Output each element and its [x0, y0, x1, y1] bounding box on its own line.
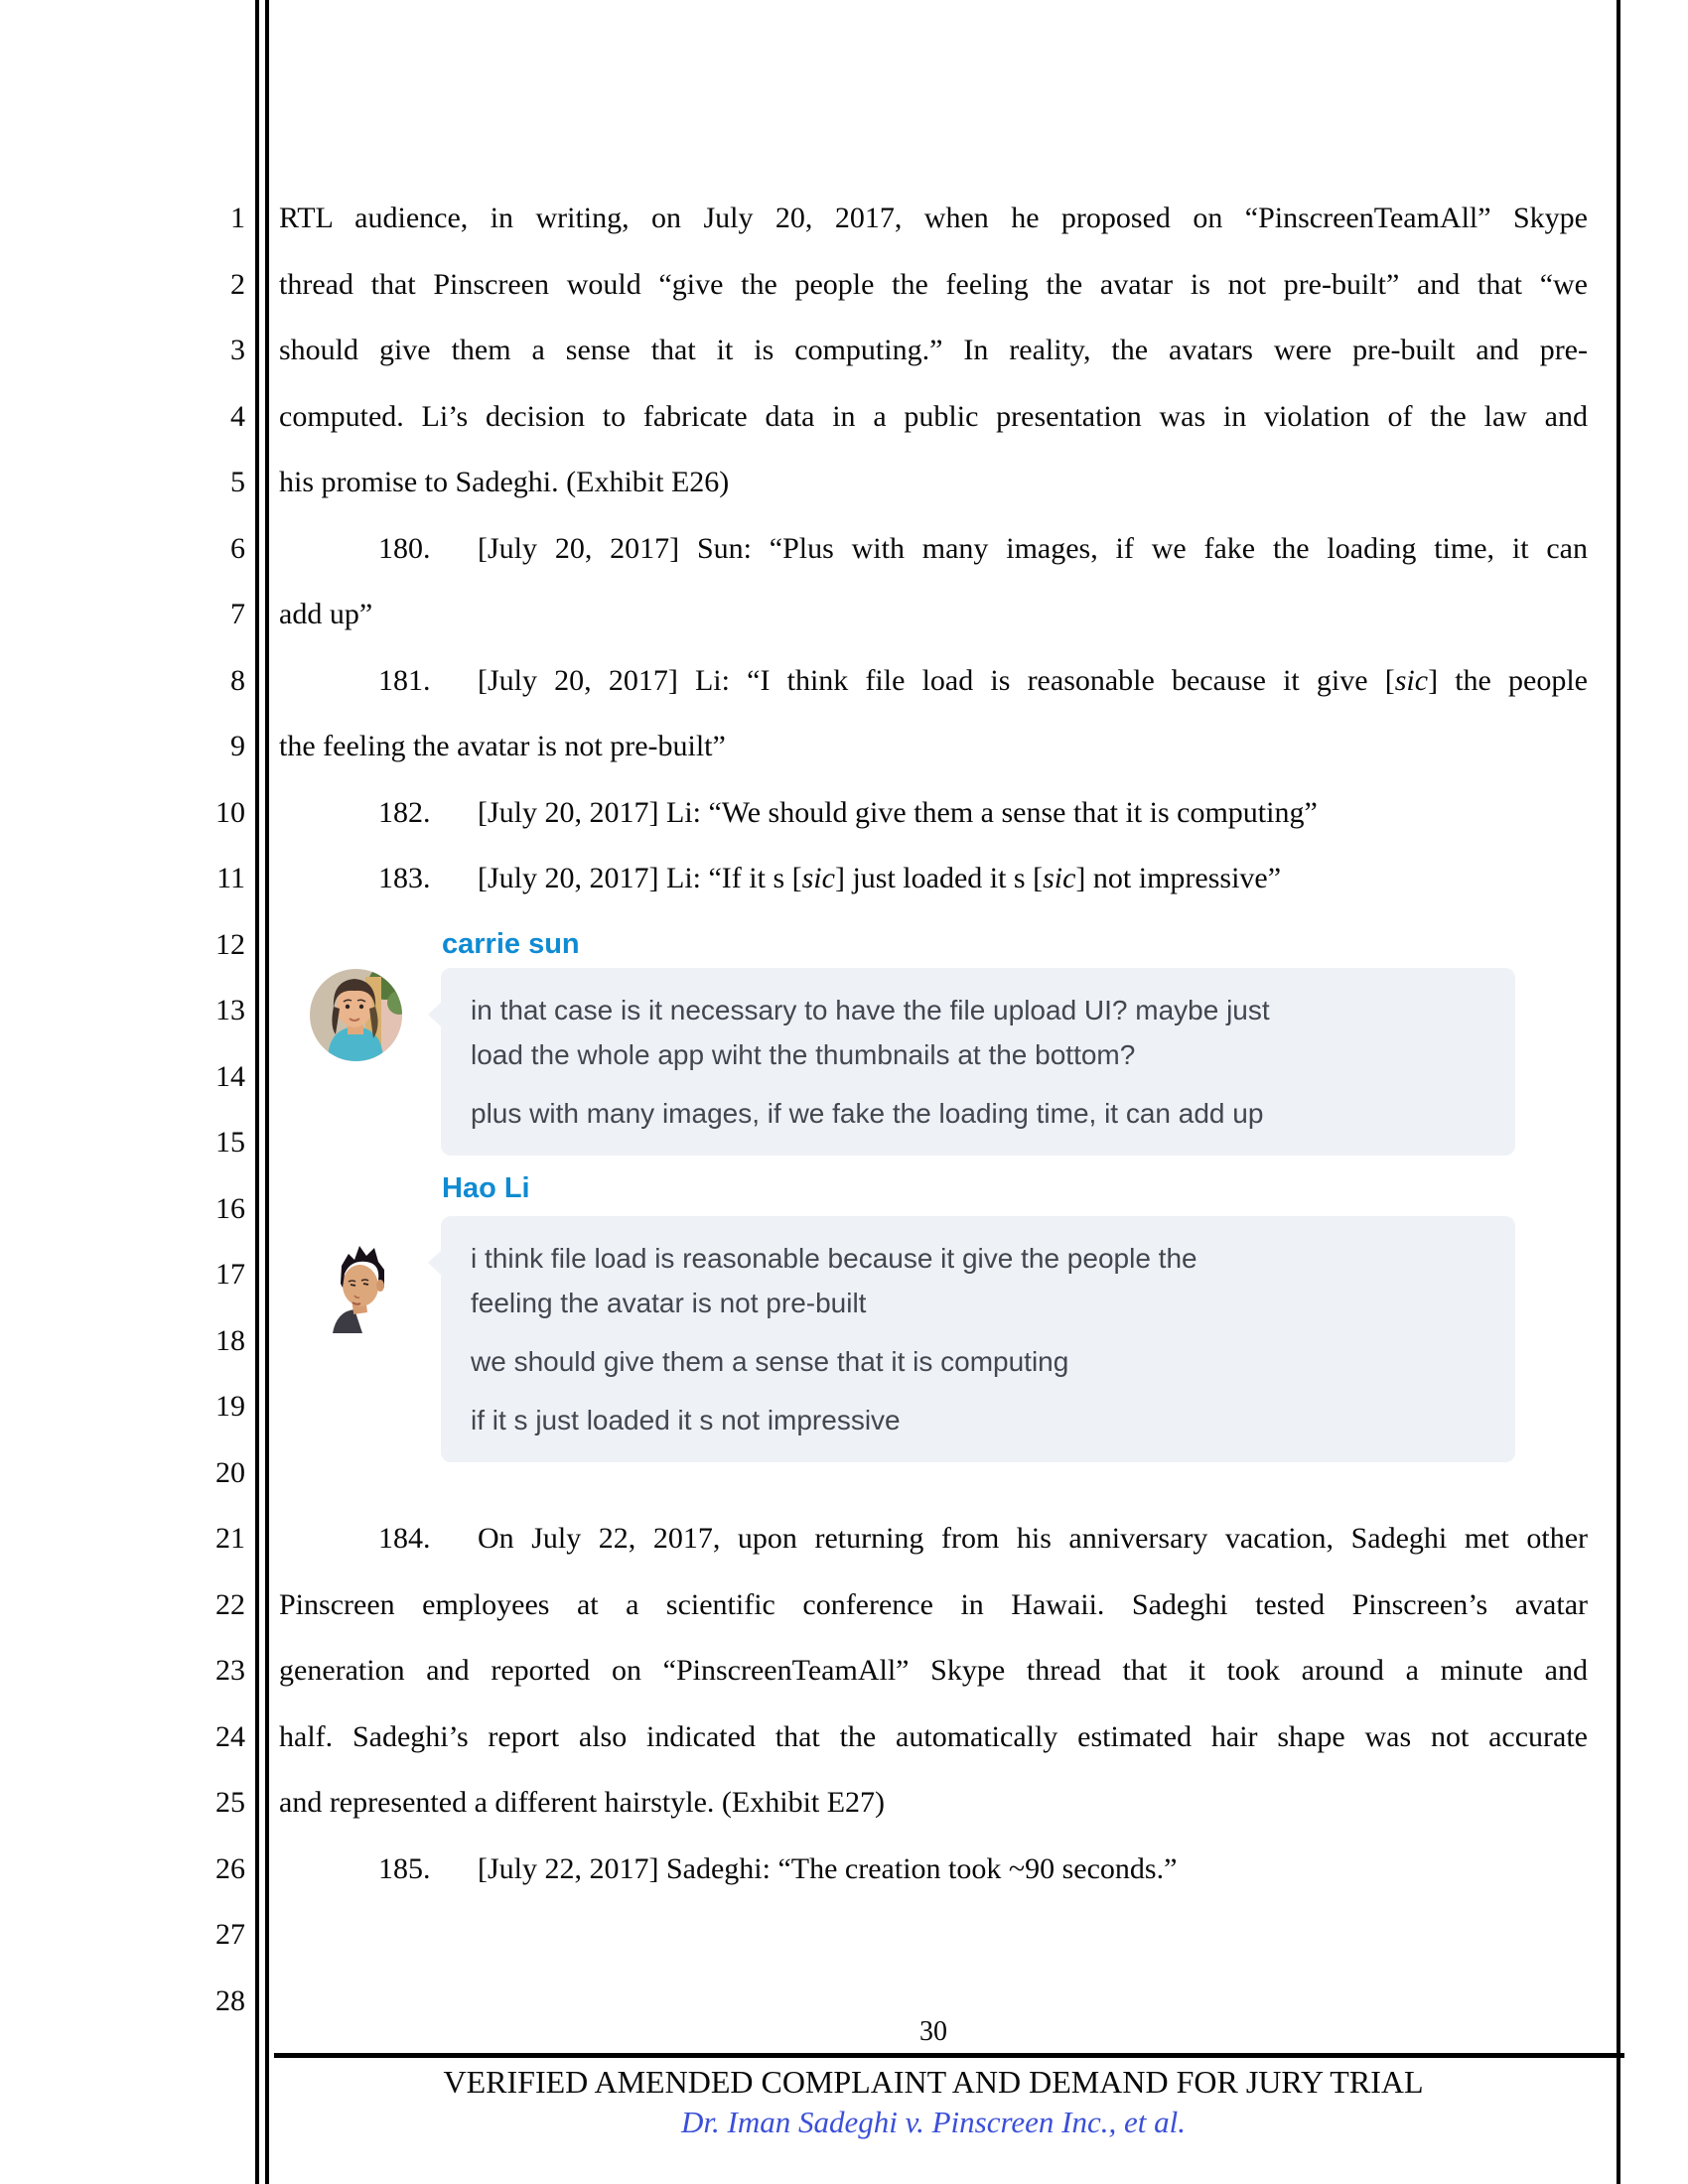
body-text-line: add up”	[279, 598, 373, 630]
line-number: 23	[215, 1654, 245, 1687]
body-text-line: 185. [July 22, 2017] Sadeghi: “The creation took ~90 seconds.”	[279, 1837, 1588, 1903]
body-text-line: and represented a different hairstyle. (Exhibit E27)	[279, 1786, 886, 1819]
paragraph-number: 182.	[378, 795, 431, 829]
body-text-line: 184. On July 22, 2017, upon returning from his anniversary vacation, Sadeghi met other	[279, 1506, 1588, 1572]
line-number: 3	[230, 334, 245, 366]
body-text-line: 183. [July 20, 2017] Li: “If it s [sic] just loaded it s [sic] not impressive”	[279, 846, 1588, 912]
line-number: 6	[230, 531, 245, 565]
line-number: 22	[215, 1587, 245, 1621]
body-text-line: should give them a sense that it is computing.” In reality, the avatars were pre-built and pre-	[279, 334, 1588, 366]
chat-message-line: feeling the avatar is not pre-built	[471, 1287, 867, 1318]
line-number: 16	[215, 1191, 245, 1225]
document-body	[279, 186, 1588, 1902]
body-text-line: 181. [July 20, 2017] Li: “I think file load is reasonable because it give [sic] the people	[279, 648, 1588, 715]
body-text-line: half. Sadeghi’s report also indicated that the automatically estimated hair shape was not accurate	[279, 1719, 1588, 1753]
body-text-line: Pinscreen employees at a scientific conference in Hawaii. Sadeghi tested Pinscreen’s avatar	[279, 1587, 1588, 1621]
body-text-line: thread that Pinscreen would “give the people the feeling the avatar is not pre-built” and that “we	[279, 267, 1588, 301]
body-text-line: 180. [July 20, 2017] Sun: “Plus with many images, if we fake the loading time, it can	[279, 516, 1588, 583]
chat-message-line: i think file load is reasonable because it give the people the	[471, 1242, 1197, 1274]
chat-message	[471, 1339, 1485, 1384]
body-text-line: his promise to Sadeghi. (Exhibit E26)	[279, 466, 730, 498]
chat-message	[471, 1236, 1485, 1325]
line-number: 1	[230, 202, 245, 234]
line-number: 5	[230, 466, 245, 498]
line-number: 7	[230, 598, 245, 630]
body-text-line: 182. [July 20, 2017] Li: “We should give them a sense that it is computing”	[279, 780, 1588, 847]
right-margin-rule	[1617, 0, 1620, 2184]
line-number: 9	[230, 730, 245, 762]
footer-title: VERIFIED AMENDED COMPLAINT AND DEMAND FOR JURY TRIAL	[443, 2064, 1424, 2100]
line-number: 28	[215, 1983, 245, 2017]
chat-message-line: in that case is it necessary to have the file upload UI? maybe just	[471, 994, 1270, 1025]
paragraph-number: 185.	[378, 1851, 431, 1885]
footer-case-name: Dr. Iman Sadeghi v. Pinscreen Inc., et al.	[681, 2105, 1186, 2139]
line-number: 18	[215, 1323, 245, 1357]
line-number: 2	[230, 267, 245, 301]
hao-li-avatar-image	[329, 1240, 394, 1333]
chat-bubble-carrie	[441, 968, 1515, 1156]
body-text-line: generation and reported on “PinscreenTeamAll” Skype thread that it took around a minute and	[279, 1654, 1588, 1687]
line-number: 27	[215, 1918, 245, 1951]
chat-sender-name: Hao Li	[442, 1171, 530, 1204]
line-number: 10	[215, 795, 245, 829]
body-text-line: RTL audience, in writing, on July 20, 2017, when he proposed on “PinscreenTeamAll” Skype	[279, 202, 1588, 234]
page-number: 30	[919, 2016, 947, 2047]
footer-rule	[274, 2053, 1624, 2058]
line-number: 14	[215, 1059, 245, 1093]
chat-bubble-messages	[471, 988, 1485, 1136]
chat-message	[471, 1398, 1485, 1442]
line-number: 15	[215, 1126, 245, 1159]
body-lines-bottom	[279, 1506, 1588, 1902]
left-double-rule-inner	[265, 0, 269, 2184]
chat-sender-name: carrie sun	[442, 927, 580, 960]
chat-bubble-tail	[428, 1250, 442, 1276]
chat-message-line: plus with many images, if we fake the loading time, it can add up	[471, 1097, 1264, 1129]
hao-li-avatar	[329, 1240, 394, 1333]
body-text-line: computed. Li’s decision to fabricate data in a public presentation was in violation of the law and	[279, 399, 1588, 433]
skype-chat-screenshot	[279, 912, 1588, 1507]
chat-message-line: if it s just loaded it s not impressive	[471, 1404, 901, 1435]
carrie-sun-avatar-image	[310, 969, 402, 1061]
line-number: 25	[215, 1786, 245, 1819]
body-lines-top	[279, 186, 1588, 912]
chat-message-line: load the whole app wiht the thumbnails at the bottom?	[471, 1038, 1136, 1070]
line-number: 20	[215, 1455, 245, 1489]
chat-bubble-messages	[471, 1236, 1485, 1442]
line-number: 13	[215, 994, 245, 1026]
chat-message	[471, 1091, 1485, 1136]
chat-message-line: we should give them a sense that it is computing	[471, 1345, 1069, 1377]
line-number: 17	[215, 1258, 245, 1291]
chat-bubble-tail	[428, 1002, 442, 1027]
line-number: 24	[215, 1719, 245, 1753]
line-number: 11	[216, 862, 245, 894]
chat-message	[471, 988, 1485, 1077]
carrie-sun-avatar	[310, 969, 402, 1061]
paragraph-number: 183.	[378, 862, 431, 894]
left-double-rule-outer	[255, 0, 259, 2184]
line-number: 21	[215, 1522, 245, 1555]
line-number-column	[0, 186, 245, 2034]
paragraph-number: 184.	[378, 1522, 431, 1555]
line-number: 4	[230, 399, 245, 433]
paragraph-number: 180.	[378, 531, 431, 565]
line-number: 26	[215, 1851, 245, 1885]
line-number: 19	[215, 1390, 245, 1423]
body-text-line: the feeling the avatar is not pre-built”	[279, 730, 726, 762]
chat-bubble-hao	[441, 1216, 1515, 1462]
paragraph-number: 181.	[378, 663, 431, 697]
line-number: 12	[215, 927, 245, 961]
line-number: 8	[230, 663, 245, 697]
